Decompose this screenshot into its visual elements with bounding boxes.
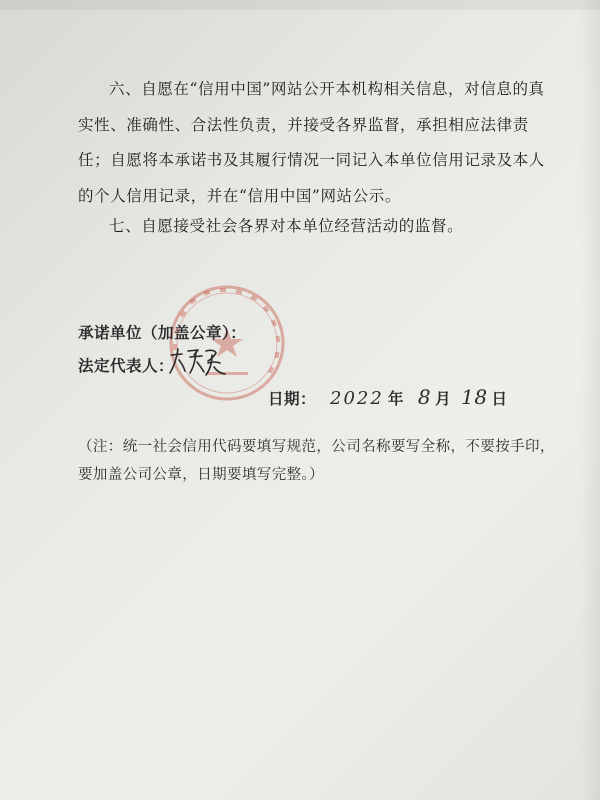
month-char: 月 xyxy=(435,390,452,408)
legal-representative-label: 法定代表人： xyxy=(78,357,175,375)
page-shadow-right xyxy=(580,0,600,800)
page-shadow-top xyxy=(0,0,600,10)
promisor-unit-label: 承诺单位（加盖公章）： xyxy=(78,324,247,342)
clause-six: 六、自愿在“信用中国”网站公开本机构相关信息，对信息的真实性、准确性、合法性负责，并接受各界监督，承担相应法律责任；自愿将本承诺书及其履行情况一同记入本单位信用记录及本人的个人信用记录，并在“信用中国”网站公示。 xyxy=(78,80,545,205)
clause-seven: 七、自愿接受社会各界对本单位经营活动的监督。 xyxy=(109,217,464,235)
date-month: 8 xyxy=(417,385,432,409)
date-year: 2022 xyxy=(330,388,384,409)
footnote: （注：统一社会信用代码要填写规范，公司名称要写全称，不要按手印，要加盖公司公章，日期要填写完整。） xyxy=(78,439,555,483)
handwritten-signature xyxy=(168,343,228,379)
year-char: 年 xyxy=(387,390,404,408)
date-day: 18 xyxy=(461,385,488,409)
date-line xyxy=(268,385,508,409)
day-char: 日 xyxy=(491,390,508,408)
date-label: 日期： xyxy=(268,390,317,408)
